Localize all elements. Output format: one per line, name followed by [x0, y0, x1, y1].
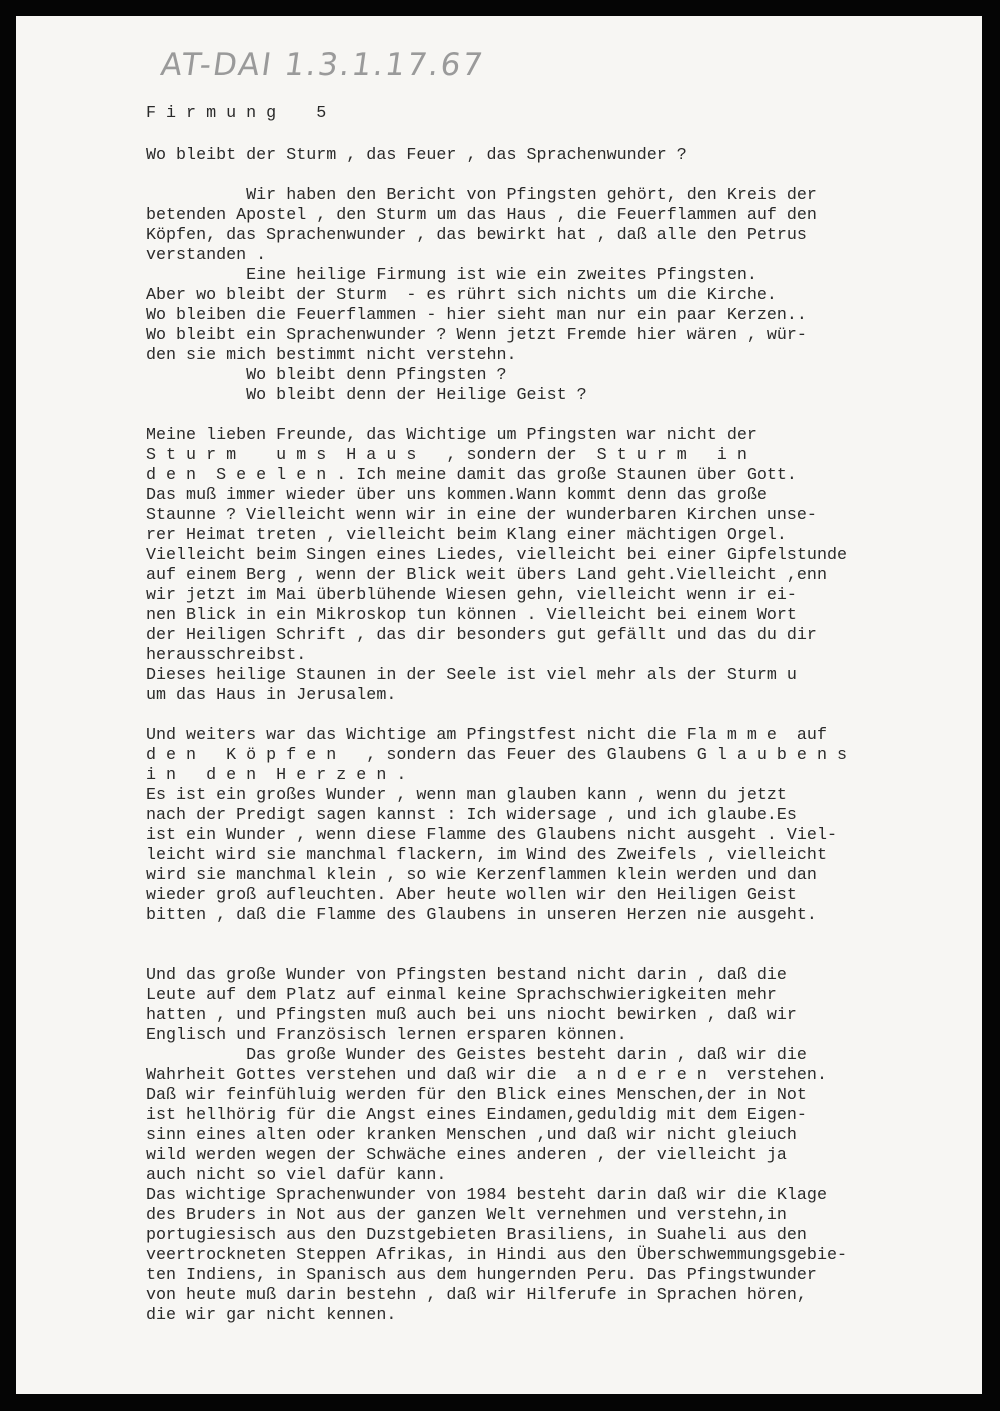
text-line: herausschreibst.: [146, 646, 307, 665]
text-line: Und das große Wunder von Pfingsten bestand nicht darin , daß die: [146, 966, 787, 985]
document-page: [16, 16, 982, 1394]
text-line: der Heiligen Schrift , das dir besonders gut gefällt und das du dir: [146, 626, 817, 645]
text-line: die wir gar nicht kennen.: [146, 1306, 397, 1325]
text-line: Wo bleibt denn Pfingsten ?: [146, 366, 507, 385]
text-line: auf einem Berg , wenn der Blick weit übers Land geht.Vielleicht ,enn: [146, 566, 827, 585]
text-line: Leute auf dem Platz auf einmal keine Sprachschwierigkeiten mehr: [146, 986, 777, 1005]
text-line: bitten , daß die Flamme des Glaubens in unseren Herzen nie ausgeht.: [146, 906, 817, 925]
text-line: ten Indiens, in Spanisch aus dem hungernden Peru. Das Pfingstwunder: [146, 1266, 817, 1285]
text-line: nen Blick in ein Mikroskop tun können . Vielleicht bei einem Wort: [146, 606, 797, 625]
text-line: Es ist ein großes Wunder , wenn man glauben kann , wenn du jetzt: [146, 786, 787, 805]
text-line: verstanden .: [146, 246, 267, 265]
text-line: Wir haben den Bericht von Pfingsten gehört, den Kreis der: [146, 186, 817, 205]
text-line: den sie mich bestimmt nicht verstehn.: [146, 346, 517, 365]
text-line: d e n K ö p f e n , sondern das Feuer des Glaubens G l a u b e n s: [146, 746, 847, 765]
text-line: auch nicht so viel dafür kann.: [146, 1166, 447, 1185]
document-subtitle: Wo bleibt der Sturm , das Feuer , das Sprachenwunder ?: [146, 146, 687, 165]
text-line: wir jetzt im Mai überblühende Wiesen gehn, vielleicht wenn ir ei-: [146, 586, 797, 605]
text-line: Und weiters war das Wichtige am Pfingstfest nicht die Fla m m e auf: [146, 726, 827, 745]
text-line: Dieses heilige Staunen in der Seele ist viel mehr als der Sturm u: [146, 666, 797, 685]
text-line: portugiesisch aus den Duzstgebieten Brasiliens, in Suaheli aus den: [146, 1226, 807, 1245]
text-line: sinn eines alten oder kranken Menschen ,und daß wir nicht gleiuch: [146, 1126, 797, 1145]
text-line: wild werden wegen der Schwäche eines anderen , der vielleicht ja: [146, 1146, 787, 1165]
text-line: rer Heimat treten , vielleicht beim Klang einer mächtigen Orgel.: [146, 526, 787, 545]
text-line: wieder groß aufleuchten. Aber heute wollen wir den Heiligen Geist: [146, 886, 797, 905]
text-line: Daß wir feinfühluig werden für den Blick eines Menschen,der in Not: [146, 1086, 807, 1105]
text-line: S t u r m u m s H a u s , sondern der S t u r m i n: [146, 446, 747, 465]
text-line: Wo bleiben die Feuerflammen - hier sieht man nur ein paar Kerzen..: [146, 306, 807, 325]
text-line: wird sie manchmal klein , so wie Kerzenflammen klein werden und dan: [146, 866, 817, 885]
text-line: Wahrheit Gottes verstehen und daß wir die a n d e r e n verstehen.: [146, 1066, 827, 1085]
text-line: von heute muß darin bestehn , daß wir Hilferufe in Sprachen hören,: [146, 1286, 807, 1305]
text-line: hatten , und Pfingsten muß auch bei uns niocht bewirken , daß wir: [146, 1006, 797, 1025]
text-line: i n d e n H e r z e n .: [146, 766, 407, 785]
text-line: Meine lieben Freunde, das Wichtige um Pfingsten war nicht der: [146, 426, 757, 445]
text-line: Staunne ? Vielleicht wenn wir in eine der wunderbaren Kirchen unse-: [146, 506, 817, 525]
text-line: ist hellhörig für die Angst eines Eindamen,geduldig mit dem Eigen-: [146, 1106, 807, 1125]
text-line: Köpfen, das Sprachenwunder , das bewirkt hat , daß alle den Petrus: [146, 226, 807, 245]
text-line: Wo bleibt ein Sprachenwunder ? Wenn jetzt Fremde hier wären , wür-: [146, 326, 807, 345]
text-line: Das wichtige Sprachenwunder von 1984 besteht darin daß wir die Klage: [146, 1186, 827, 1205]
text-line: Das große Wunder des Geistes besteht darin , daß wir die: [146, 1046, 807, 1065]
text-line: des Bruders in Not aus der ganzen Welt vernehmen und verstehn,in: [146, 1206, 787, 1225]
text-line: Eine heilige Firmung ist wie ein zweites Pfingsten.: [146, 266, 757, 285]
text-line: Englisch und Französisch lernen ersparen können.: [146, 1026, 627, 1045]
text-line: Wo bleibt denn der Heilige Geist ?: [146, 386, 587, 405]
text-line: veertrockneten Steppen Afrikas, in Hindi aus den Überschwemmungsgebie-: [146, 1246, 847, 1265]
text-line: ist ein Wunder , wenn diese Flamme des Glaubens nicht ausgeht . Viel-: [146, 826, 837, 845]
document-heading: F i r m u n g 5: [146, 104, 327, 123]
archive-reference-stamp: AT-DAI 1.3.1.17.67: [158, 47, 487, 83]
text-line: um das Haus in Jerusalem.: [146, 686, 397, 705]
text-line: leicht wird sie manchmal flackern, im Wind des Zweifels , vielleicht: [146, 846, 827, 865]
text-line: d e n S e e l e n . Ich meine damit das große Staunen über Gott.: [146, 466, 797, 485]
text-line: nach der Predigt sagen kannst : Ich widersage , und ich glaube.Es: [146, 806, 797, 825]
text-line: Das muß immer wieder über uns kommen.Wann kommt denn das große: [146, 486, 767, 505]
text-line: Aber wo bleibt der Sturm - es rührt sich nichts um die Kirche.: [146, 286, 777, 305]
text-line: betenden Apostel , den Sturm um das Haus , die Feuerflammen auf den: [146, 206, 817, 225]
text-line: Vielleicht beim Singen eines Liedes, vielleicht bei einer Gipfelstunde: [146, 546, 847, 565]
